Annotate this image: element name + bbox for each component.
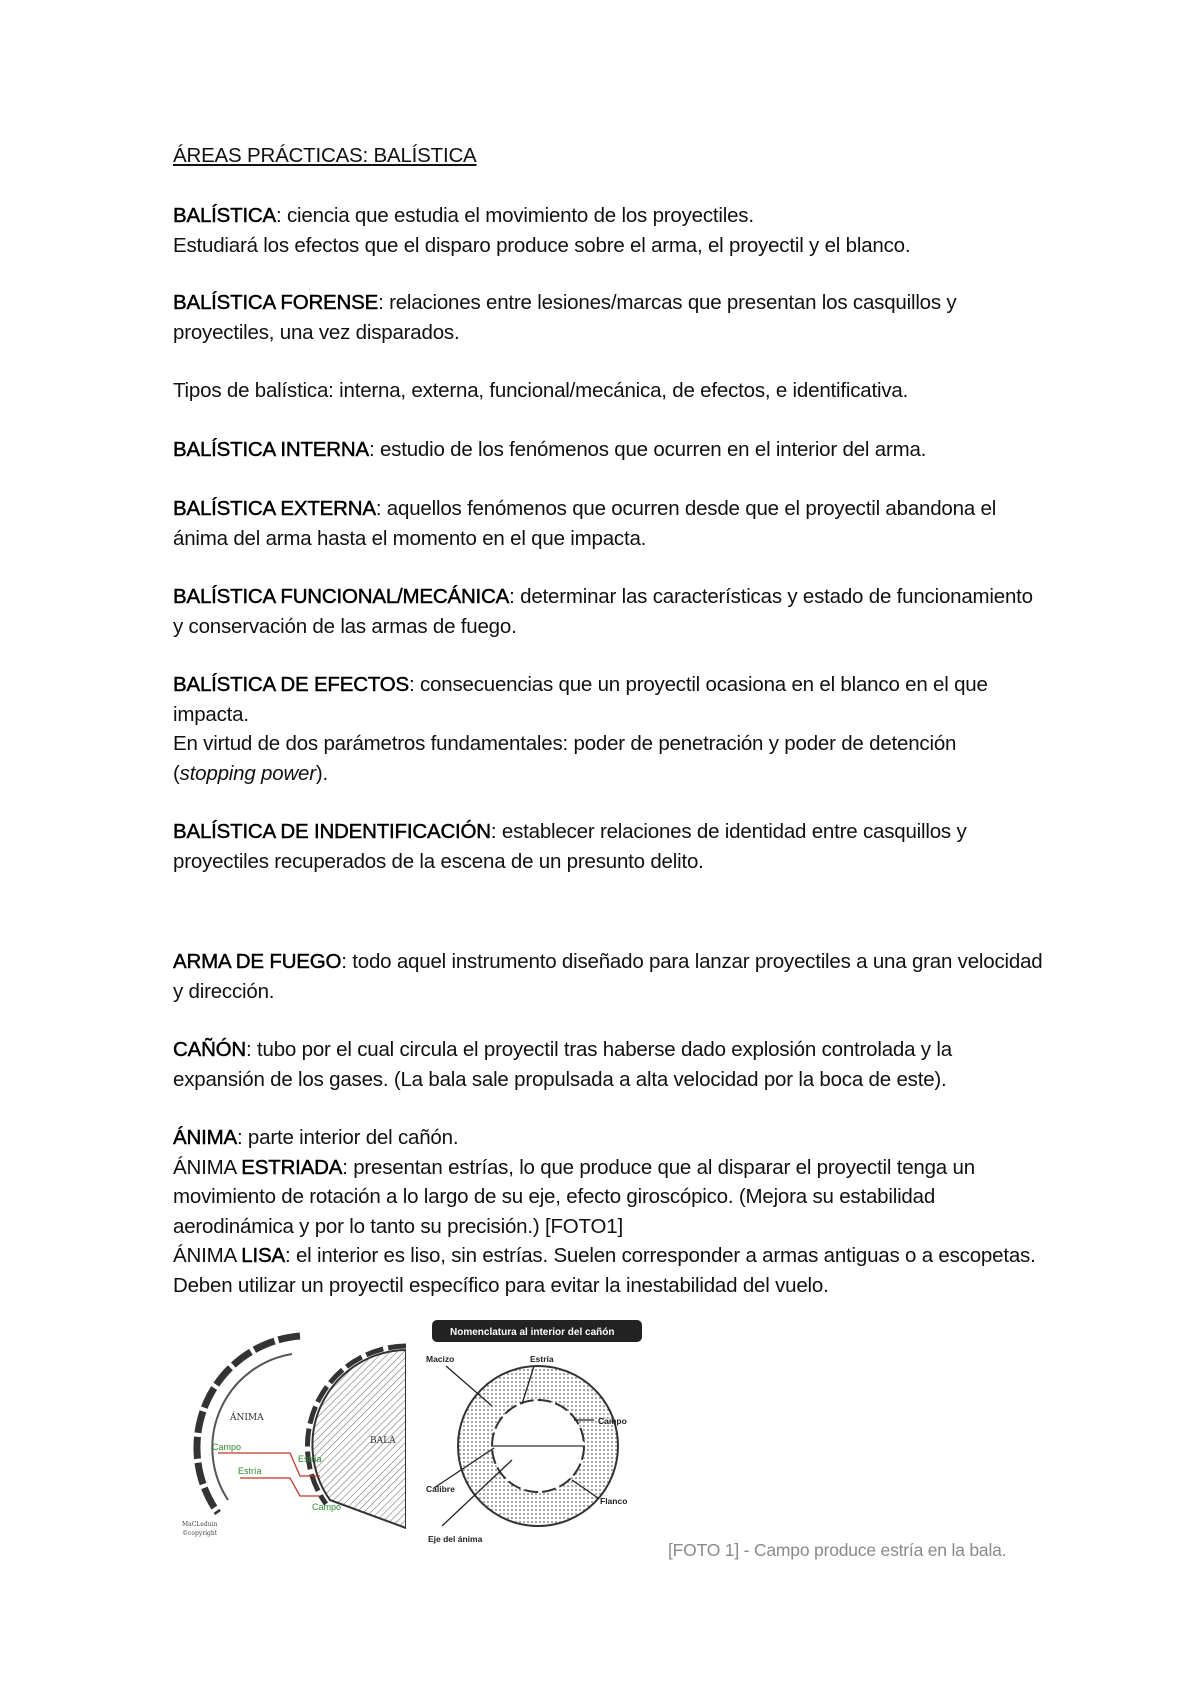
definition: : relaciones entre lesiones/marcas que presentan los casquillos y proyectiles, una vez disparados.: [173, 291, 957, 344]
term: ÁNIMA: [173, 1126, 237, 1149]
term: BALÍSTICA DE INDENTIFICACIÓN: [173, 820, 491, 843]
eje-label: Eje del ánima: [428, 1534, 483, 1544]
banner-title: Nomenclatura al interior del cañón: [450, 1327, 615, 1338]
term: BALÍSTICA FORENSE: [173, 291, 379, 314]
definition: : establecer relaciones de identidad entre casquillos y proyectiles recuperados de la escena de un presunto delito.: [173, 820, 967, 873]
term: BALÍSTICA INTERNA: [173, 438, 369, 461]
paragraph-canon: [173, 1035, 1043, 1094]
definition: : aquellos fenómenos que ocurren desde que el proyectil abandona el ánima del arma hasta el momento en el que impacta.: [173, 497, 997, 550]
definition: : consecuencias que un proyectil ocasiona en el blanco en el que impacta.: [173, 673, 988, 726]
paragraph-text: En virtud de dos parámetros fundamentales: poder de penetración y poder de detención (: [173, 732, 957, 785]
paragraph-forense: [173, 288, 1043, 347]
anima-label: ÁNIMA: [230, 1413, 264, 1423]
paragraph-balistica: [173, 201, 1043, 260]
definition: : ciencia que estudia el movimiento de los proyectiles.: [276, 204, 754, 227]
campo-label: Campo: [212, 1442, 242, 1452]
barrel-arc: [197, 1336, 300, 1513]
estria-label: Estría: [298, 1454, 322, 1464]
estria-line: [240, 1478, 320, 1496]
prefix: ÁNIMA: [173, 1244, 242, 1268]
calibre-label: Calibre: [426, 1484, 455, 1494]
paragraph-text: Tipos de balística: interna, externa, funcional/mecánica, de efectos, e identificativa.: [173, 379, 909, 402]
barrel-nomenclature-diagram: [422, 1320, 650, 1552]
campo-label: Campo: [598, 1416, 627, 1426]
estria-label: Estría: [530, 1354, 554, 1364]
macizo-label: Macizo: [426, 1354, 455, 1364]
paragraph-interna: [173, 435, 1043, 465]
definition: : el interior es liso, sin estrías. Suelen corresponder a armas antiguas o a escopetas. Deben utilizar un proyectil específico para evitar la inestabilidad del vuelo.: [173, 1244, 1036, 1297]
term: CAÑÓN: [173, 1038, 247, 1061]
paragraph-text: ).: [315, 761, 329, 785]
term: BALÍSTICA: [173, 204, 277, 227]
term: BALÍSTICA EXTERNA: [173, 497, 376, 520]
flanco-label: Flanco: [600, 1496, 628, 1506]
campo-label: Campo: [312, 1502, 342, 1512]
page-title: ÁREAS PRÁCTICAS: BALÍSTICA: [173, 144, 477, 167]
paragraph-efectos: [173, 670, 1043, 788]
definition: : estudio de los fenómenos que ocurren en el interior del arma.: [368, 438, 927, 461]
figure-caption: [FOTO 1] - Campo produce estría en la bala.: [668, 1540, 1007, 1560]
paragraph-anima: [173, 1123, 1043, 1301]
credit-label: ©copyright: [182, 1530, 218, 1537]
definition: : determinar las características y estado de funcionamiento y conservación de las armas de fuego.: [173, 585, 1033, 638]
definition: : todo aquel instrumento diseñado para lanzar proyectiles a una gran velocidad y dirección.: [173, 950, 1043, 1003]
paragraph-identificacion: [173, 817, 1043, 876]
term: LISA: [241, 1244, 285, 1268]
definition: : tubo por el cual circula el proyectil tras haberse dado explosión controlada y la expansión de los gases. (La bala sale propulsada a alta velocidad por la boca de este).: [173, 1038, 952, 1091]
paragraph-externa: [173, 494, 1043, 553]
term: BALÍSTICA FUNCIONAL/MECÁNICA: [173, 585, 510, 608]
definition: : parte interior del cañón.: [236, 1126, 459, 1149]
term: BALÍSTICA DE EFECTOS: [173, 673, 409, 696]
estria-label: Estría: [238, 1466, 262, 1476]
bala-label: BALA: [370, 1436, 396, 1446]
term: ARMA DE FUEGO: [173, 950, 342, 973]
credit-label: MaCLeduin: [182, 1521, 218, 1528]
paragraph-text: Estudiará los efectos que el disparo produce sobre el arma, el proyectil y el blanco.: [173, 233, 911, 257]
anima-bala-diagram: [180, 1328, 406, 1538]
paragraph-arma: [173, 947, 1043, 1006]
paragraph-tipos: [173, 376, 1043, 406]
italic-term: stopping power: [179, 761, 316, 785]
prefix: ÁNIMA: [173, 1155, 242, 1179]
term: ESTRIADA: [241, 1155, 343, 1179]
definition: : presentan estrías, lo que produce que al disparar el proyectil tenga un movimiento de rotación a lo largo de su eje, efecto giroscópico. (Mejora su estabilidad aerodinámica y por lo tanto su precisión.) [FOTO1]: [173, 1155, 975, 1238]
paragraph-funcional: [173, 582, 1043, 641]
